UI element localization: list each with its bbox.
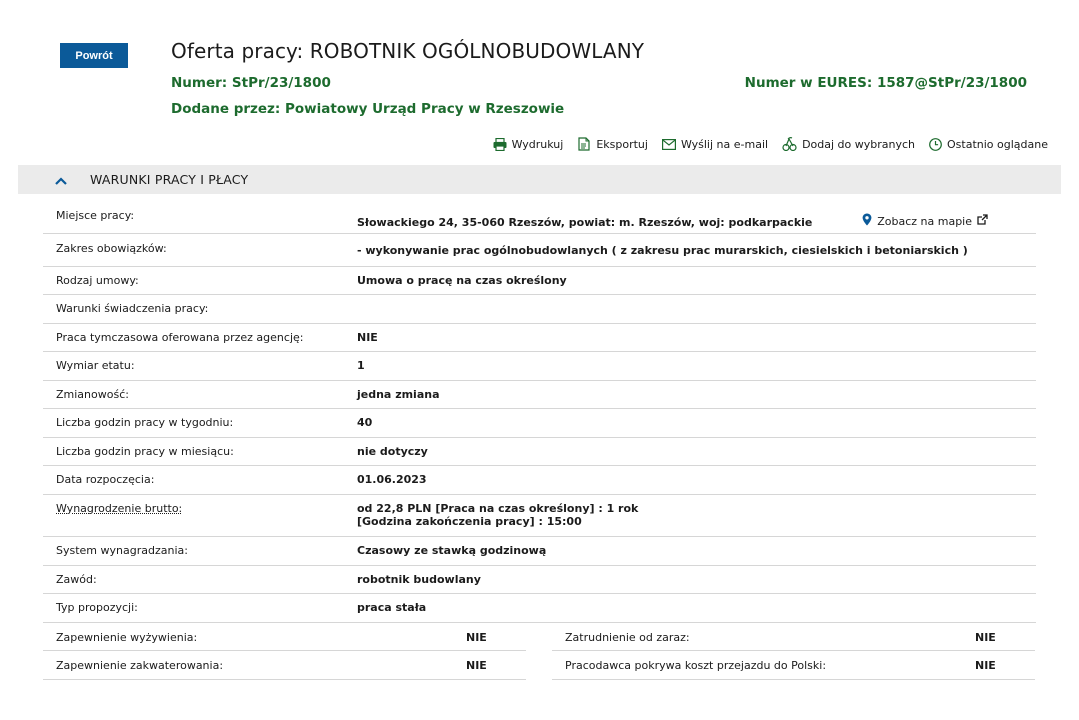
detail-key: Zmianowość:: [56, 388, 129, 401]
detail-value: Czasowy ze stawką godzinową: [357, 544, 547, 557]
detail-key: Zawód:: [56, 573, 97, 586]
back-button[interactable]: Powrót: [60, 43, 128, 68]
envelope-icon: [662, 139, 676, 150]
detail-row-hours-month: [43, 438, 1036, 466]
detail-half-travel-cost: [552, 651, 1035, 680]
export-action[interactable]: [577, 137, 648, 151]
detail-half-accommodation: [43, 651, 526, 680]
add-to-favorites-label: Dodaj do wybranych: [802, 137, 916, 151]
salary-line-2: [Godzina zakończenia pracy] : 15:00: [357, 515, 582, 528]
detail-key: Liczba godzin pracy w tygodniu:: [56, 416, 234, 429]
print-label: Wydrukuj: [511, 137, 564, 151]
email-label: Wyślij na e-mail: [680, 137, 769, 151]
details-list: [43, 202, 1036, 680]
detail-key: Liczba godzin pracy w miesiącu:: [56, 445, 234, 458]
half-row: [43, 623, 1036, 651]
detail-key: Warunki świadczenia pracy:: [56, 302, 209, 315]
print-action[interactable]: [493, 138, 564, 151]
show-on-map-link[interactable]: [862, 213, 988, 229]
detail-value: - wykonywanie prac ogólnobudowlanych ( z zakresu prac murarskich, ciesielskich i betoniarskich ): [357, 244, 968, 257]
export-icon: [577, 137, 591, 151]
page-title: Oferta pracy: ROBOTNIK OGÓLNOBUDOWLANY: [171, 39, 645, 63]
detail-key: Zakres obowiązków:: [56, 242, 167, 255]
detail-value: NIE: [975, 659, 996, 672]
offer-number-label: Numer:: [171, 75, 228, 91]
detail-value: robotnik budowlany: [357, 573, 481, 586]
detail-key: Pracodawca pokrywa koszt przejazdu do Polski:: [565, 659, 827, 672]
detail-key: [56, 502, 357, 515]
half-row: [43, 651, 1036, 680]
detail-row-start-date: [43, 466, 1036, 495]
detail-key: Miejsce pracy:: [56, 209, 135, 222]
detail-row-shifts: [43, 381, 1036, 409]
email-action[interactable]: [662, 138, 768, 151]
added-by: [171, 101, 564, 117]
added-by-label: Dodane przez:: [171, 101, 281, 117]
detail-key: Praca tymczasowa oferowana przez agencję:: [56, 331, 304, 344]
detail-key: Typ propozycji:: [56, 601, 138, 614]
detail-value: NIE: [466, 659, 487, 672]
printer-icon: [493, 138, 507, 151]
detail-value: 1: [357, 359, 365, 372]
detail-row-contract: [43, 267, 1036, 295]
chevron-up-icon[interactable]: [54, 173, 68, 187]
detail-key: System wynagradzania:: [56, 544, 188, 557]
detail-value: NIE: [466, 631, 487, 644]
map-pin-icon: [862, 213, 872, 229]
added-by-value: Powiatowy Urząd Pracy w Rzeszowie: [285, 101, 565, 117]
detail-row-salary: [43, 495, 1036, 537]
offer-number: [171, 75, 331, 91]
salary-key-text: Wynagrodzenie brutto:: [56, 502, 183, 515]
add-to-favorites-action[interactable]: [782, 137, 915, 151]
detail-value: Umowa o pracę na czas określony: [357, 274, 567, 287]
action-toolbar: [493, 137, 1048, 151]
detail-key: Zapewnienie wyżywienia:: [56, 631, 198, 644]
detail-row-offer-type: [43, 594, 1036, 623]
section-header: [18, 165, 1061, 194]
eures-number: [745, 75, 1027, 91]
detail-value: praca stała: [357, 601, 427, 614]
eures-number-label: Numer w EURES:: [744, 75, 873, 91]
detail-key: Wymiar etatu:: [56, 359, 135, 372]
detail-row-occupation: [43, 566, 1036, 594]
detail-value: NIE: [975, 631, 996, 644]
export-label: Eksportuj: [596, 137, 648, 151]
detail-row-conditions: [43, 295, 1036, 324]
detail-value: jedna zmiana: [357, 388, 440, 401]
cherries-icon: [782, 137, 797, 151]
detail-value: [357, 502, 638, 528]
detail-value: 01.06.2023: [357, 473, 427, 486]
detail-row-duties: [43, 234, 1036, 267]
section-title: WARUNKI PRACY I PŁACY: [90, 172, 249, 187]
detail-key: Rodzaj umowy:: [56, 274, 139, 287]
detail-row-pay-system: [43, 537, 1036, 566]
recently-viewed-action[interactable]: [929, 138, 1048, 151]
eures-number-value: 1587@StPr/23/1800: [876, 75, 1027, 91]
detail-value: nie dotyczy: [357, 445, 428, 458]
detail-half-meals: [43, 623, 526, 651]
detail-row-temporary-work: [43, 324, 1036, 352]
recently-viewed-label: Ostatnio oglądane: [947, 137, 1048, 151]
detail-row-workplace: [43, 202, 1036, 234]
detail-half-immediate-hire: [552, 623, 1035, 651]
salary-line-1: od 22,8 PLN [Praca na czas określony] : 1 rok: [357, 502, 639, 515]
offer-number-value: StPr/23/1800: [231, 75, 331, 91]
detail-value: NIE: [357, 331, 378, 344]
detail-value: [357, 209, 988, 229]
detail-value: 40: [357, 416, 373, 429]
detail-key: Zapewnienie zakwaterowania:: [56, 659, 224, 672]
external-link-icon: [977, 214, 988, 228]
detail-row-hours-week: [43, 409, 1036, 438]
clock-icon: [929, 138, 942, 151]
workplace-address: Słowackiego 24, 35-060 Rzeszów, powiat: m. Rzeszów, woj: podkarpackie: [357, 216, 813, 229]
show-on-map-label: Zobacz na mapie: [877, 214, 972, 228]
detail-key: Data rozpoczęcia:: [56, 473, 155, 486]
detail-row-work-time: [43, 352, 1036, 381]
detail-key: Zatrudnienie od zaraz:: [565, 631, 690, 644]
